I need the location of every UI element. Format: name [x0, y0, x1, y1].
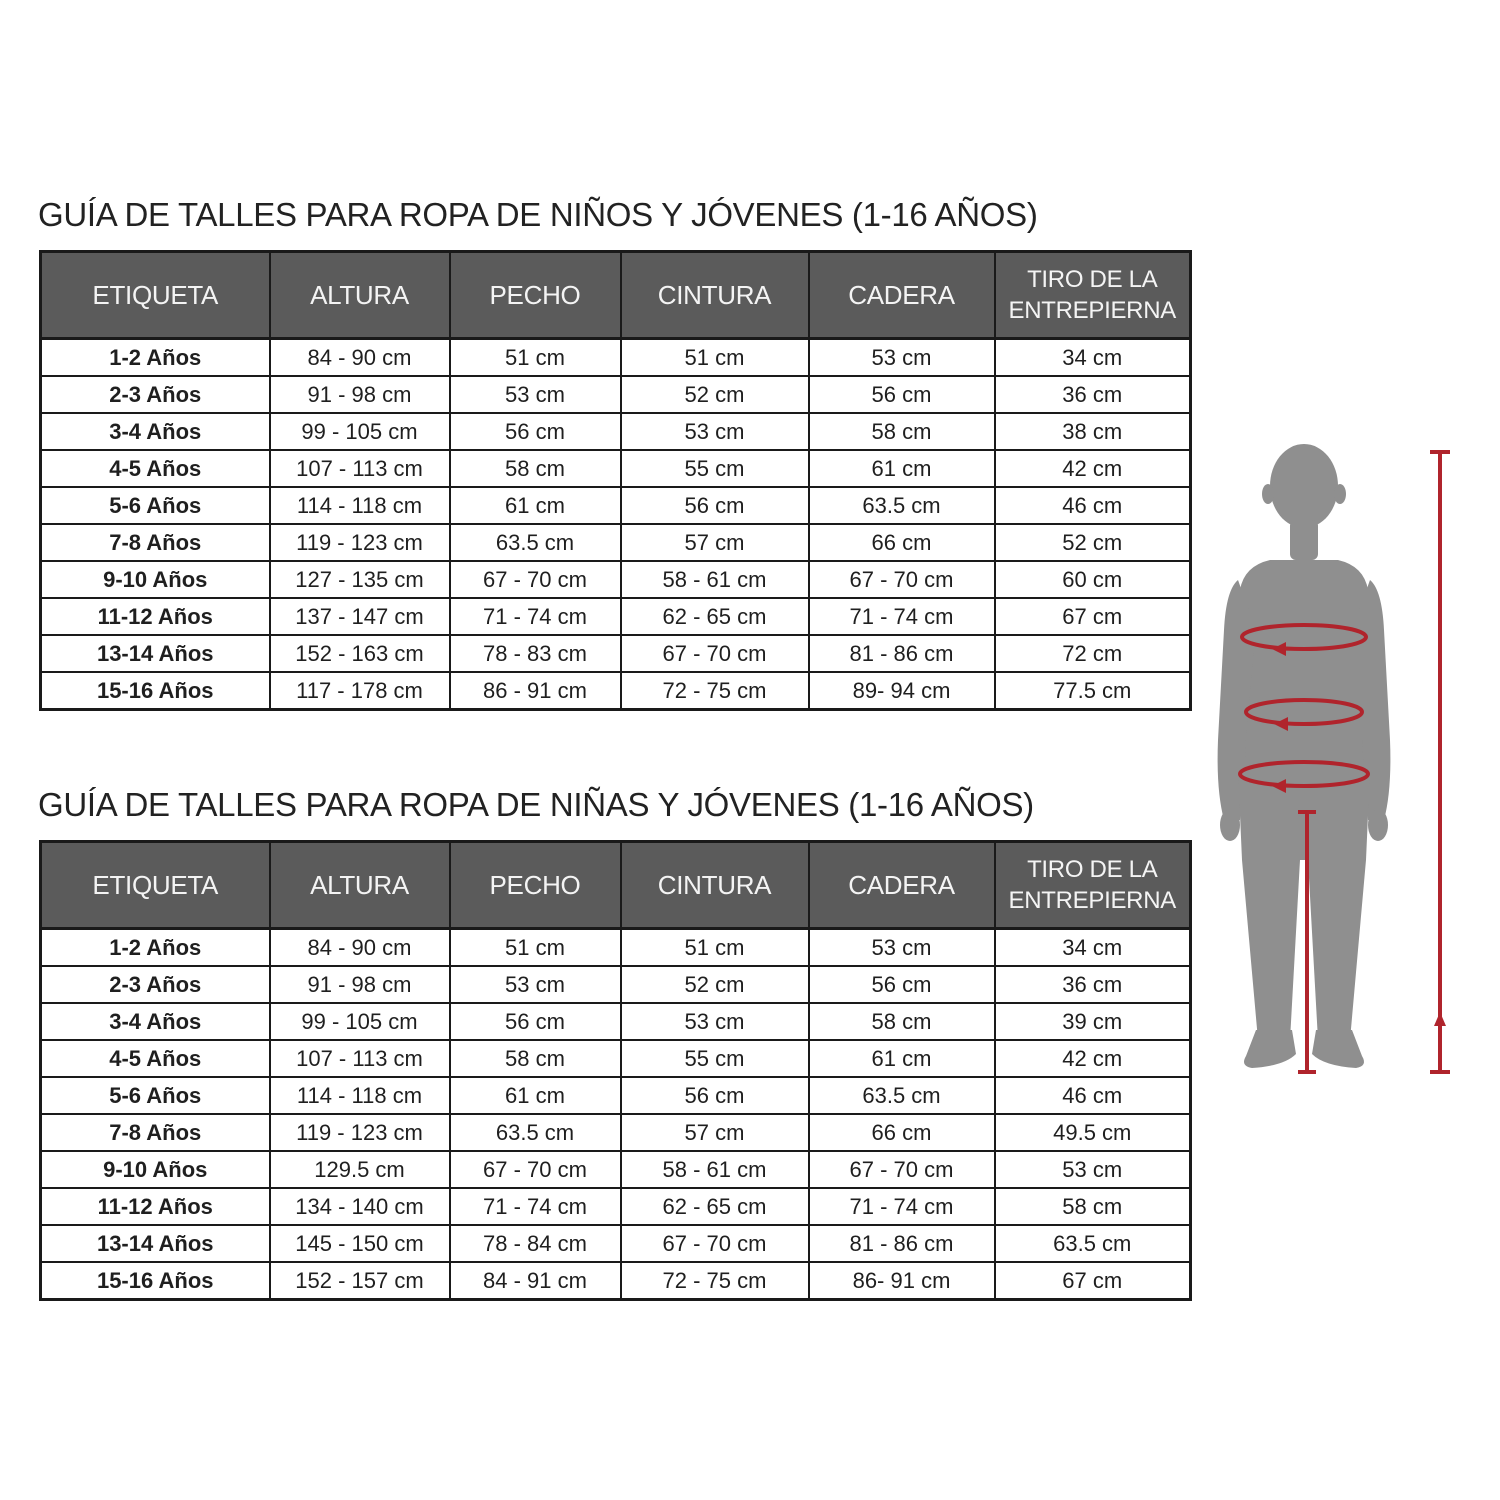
measurement-cell: 63.5 cm	[995, 1225, 1191, 1262]
column-header-pecho: PECHO	[450, 842, 621, 929]
measurement-cell: 58 - 61 cm	[621, 1151, 809, 1188]
table-row	[41, 376, 1191, 413]
column-header-cadera: CADERA	[809, 252, 995, 339]
size-label-cell: 11-12 Años	[41, 1188, 270, 1225]
measurement-cell: 78 - 83 cm	[450, 635, 621, 672]
table-row	[41, 672, 1191, 710]
measurement-cell: 89- 94 cm	[809, 672, 995, 710]
measurement-cell: 72 - 75 cm	[621, 1262, 809, 1300]
measurement-cell: 67 cm	[995, 1262, 1191, 1300]
column-header-cintura: CINTURA	[621, 842, 809, 929]
size-label-cell: 3-4 Años	[41, 1003, 270, 1040]
measurement-cell: 119 - 123 cm	[270, 524, 450, 561]
size-label-cell: 5-6 Años	[41, 1077, 270, 1114]
table-row	[41, 1077, 1191, 1114]
measurement-cell: 58 cm	[809, 1003, 995, 1040]
column-header-pecho: PECHO	[450, 252, 621, 339]
measurement-cell: 72 cm	[995, 635, 1191, 672]
measurement-cell: 58 cm	[450, 1040, 621, 1077]
size-label-cell: 15-16 Años	[41, 1262, 270, 1300]
measurement-cell: 55 cm	[621, 450, 809, 487]
table-row	[41, 1040, 1191, 1077]
column-header-cadera: CADERA	[809, 842, 995, 929]
measurement-cell: 36 cm	[995, 966, 1191, 1003]
measurement-cell: 99 - 105 cm	[270, 1003, 450, 1040]
measurement-cell: 51 cm	[621, 929, 809, 967]
table-row	[41, 524, 1191, 561]
silhouette	[1218, 444, 1391, 1068]
measurement-cell: 67 - 70 cm	[450, 561, 621, 598]
measurement-cell: 145 - 150 cm	[270, 1225, 450, 1262]
column-header-altura: ALTURA	[270, 252, 450, 339]
measurement-cell: 91 - 98 cm	[270, 966, 450, 1003]
column-header-tiro: TIRO DE LA ENTREPIERNA	[995, 842, 1191, 929]
measurement-cell: 52 cm	[621, 966, 809, 1003]
measurement-cell: 61 cm	[450, 1077, 621, 1114]
measurement-cell: 62 - 65 cm	[621, 598, 809, 635]
size-label-cell: 9-10 Años	[41, 561, 270, 598]
measurement-cell: 49.5 cm	[995, 1114, 1191, 1151]
measurement-cell: 56 cm	[621, 1077, 809, 1114]
measurement-cell: 99 - 105 cm	[270, 413, 450, 450]
table-header-row	[41, 252, 1191, 339]
size-label-cell: 7-8 Años	[41, 524, 270, 561]
boys-size-table	[39, 250, 1192, 711]
table-row	[41, 1003, 1191, 1040]
measurement-cell: 107 - 113 cm	[270, 1040, 450, 1077]
measurement-cell: 46 cm	[995, 487, 1191, 524]
measurement-cell: 67 cm	[995, 598, 1191, 635]
measurement-cell: 39 cm	[995, 1003, 1191, 1040]
measurement-cell: 52 cm	[995, 524, 1191, 561]
measurement-cell: 55 cm	[621, 1040, 809, 1077]
measurement-cell: 152 - 157 cm	[270, 1262, 450, 1300]
measurement-cell: 127 - 135 cm	[270, 561, 450, 598]
measurement-cell: 53 cm	[450, 376, 621, 413]
column-header-etiqueta: ETIQUETA	[41, 842, 270, 929]
measurement-cell: 91 - 98 cm	[270, 376, 450, 413]
size-label-cell: 13-14 Años	[41, 1225, 270, 1262]
measurement-cell: 53 cm	[809, 929, 995, 967]
measurement-cell: 67 - 70 cm	[450, 1151, 621, 1188]
measurement-cell: 56 cm	[809, 966, 995, 1003]
measurement-cell: 58 - 61 cm	[621, 561, 809, 598]
measurement-cell: 86- 91 cm	[809, 1262, 995, 1300]
column-header-etiqueta: ETIQUETA	[41, 252, 270, 339]
table-row	[41, 1225, 1191, 1262]
size-label-cell: 5-6 Años	[41, 487, 270, 524]
measurement-cell: 61 cm	[450, 487, 621, 524]
measurement-cell: 114 - 118 cm	[270, 487, 450, 524]
measurement-cell: 86 - 91 cm	[450, 672, 621, 710]
column-header-tiro: TIRO DE LA ENTREPIERNA	[995, 252, 1191, 339]
size-label-cell: 15-16 Años	[41, 672, 270, 710]
table-row	[41, 487, 1191, 524]
measurement-cell: 71 - 74 cm	[809, 1188, 995, 1225]
measurement-cell: 81 - 86 cm	[809, 1225, 995, 1262]
measurement-cell: 52 cm	[621, 376, 809, 413]
size-label-cell: 1-2 Años	[109, 344, 202, 370]
body-measurement-figure	[1200, 440, 1480, 1090]
measurement-cell: 57 cm	[621, 524, 809, 561]
measurement-cell: 107 - 113 cm	[270, 450, 450, 487]
table-header-row	[41, 842, 1191, 929]
measurement-cell: 67 - 70 cm	[809, 1151, 995, 1188]
size-label-cell: 11-12 Años	[41, 598, 270, 635]
measurement-cell: 67 - 70 cm	[621, 1225, 809, 1262]
measurement-cell: 53 cm	[995, 1151, 1191, 1188]
table-row	[41, 1114, 1191, 1151]
measurement-cell: 119 - 123 cm	[270, 1114, 450, 1151]
measurement-cell: 58 cm	[809, 413, 995, 450]
size-label-cell: 2-3 Años	[41, 376, 270, 413]
measurement-cell: 67 - 70 cm	[809, 561, 995, 598]
measurement-cell: 66 cm	[809, 524, 995, 561]
measurement-cell: 56 cm	[809, 376, 995, 413]
table-row	[41, 450, 1191, 487]
measurement-cell: 63.5 cm	[809, 487, 995, 524]
girls-size-guide-title: GUÍA DE TALLES PARA ROPA DE NIÑAS Y JÓVENES (1-16 AÑOS)	[38, 786, 1034, 823]
table-row	[41, 1188, 1191, 1225]
size-label-cell: 2-3 Años	[41, 966, 270, 1003]
measurement-cell: 63.5 cm	[450, 524, 621, 561]
measurement-cell: 51 cm	[450, 929, 621, 967]
table-row	[41, 929, 1191, 967]
measurement-cell: 36 cm	[995, 376, 1191, 413]
measurement-cell: 53 cm	[809, 339, 995, 377]
size-label-cell: 4-5 Años	[41, 1040, 270, 1077]
size-label-cell: 1-2 Años	[109, 934, 202, 960]
measurement-cell: 61 cm	[809, 1040, 995, 1077]
measurement-cell: 63.5 cm	[809, 1077, 995, 1114]
measurement-cell: 38 cm	[995, 413, 1191, 450]
table-row	[41, 966, 1191, 1003]
table-row	[41, 1151, 1191, 1188]
measurement-cell: 61 cm	[809, 450, 995, 487]
measurement-cell: 42 cm	[995, 1040, 1191, 1077]
measurement-cell: 51 cm	[621, 339, 809, 377]
measurement-cell: 60 cm	[995, 561, 1191, 598]
size-label-cell: 7-8 Años	[41, 1114, 270, 1151]
measurement-cell: 62 - 65 cm	[621, 1188, 809, 1225]
measurement-cell: 71 - 74 cm	[450, 1188, 621, 1225]
table-row	[41, 635, 1191, 672]
size-label-cell: 13-14 Años	[41, 635, 270, 672]
column-header-cintura: CINTURA	[621, 252, 809, 339]
measurement-cell: 58 cm	[450, 450, 621, 487]
table-row	[41, 561, 1191, 598]
measurement-cell: 137 - 147 cm	[270, 598, 450, 635]
measurement-cell: 34 cm	[995, 929, 1191, 967]
measurement-cell: 42 cm	[995, 450, 1191, 487]
measurement-cell: 129.5 cm	[270, 1151, 450, 1188]
measurement-cell: 81 - 86 cm	[809, 635, 995, 672]
measurement-cell: 58 cm	[995, 1188, 1191, 1225]
size-label-cell: 9-10 Años	[41, 1151, 270, 1188]
measurement-cell: 152 - 163 cm	[270, 635, 450, 672]
measurement-cell: 56 cm	[450, 413, 621, 450]
child-silhouette-icon	[1200, 440, 1480, 1090]
measurement-cell: 53 cm	[621, 413, 809, 450]
measurement-cell: 56 cm	[621, 487, 809, 524]
measurement-cell: 66 cm	[809, 1114, 995, 1151]
table-row	[41, 413, 1191, 450]
measurement-cell: 71 - 74 cm	[809, 598, 995, 635]
measurement-cell: 67 - 70 cm	[621, 635, 809, 672]
measurement-cell: 53 cm	[450, 966, 621, 1003]
measurement-cell: 134 - 140 cm	[270, 1188, 450, 1225]
measurement-cell: 72 - 75 cm	[621, 672, 809, 710]
measurement-cell: 117 - 178 cm	[270, 672, 450, 710]
girls-size-table	[39, 840, 1192, 1301]
measurement-cell: 56 cm	[450, 1003, 621, 1040]
measurement-cell: 57 cm	[621, 1114, 809, 1151]
size-label-cell: 4-5 Años	[41, 450, 270, 487]
measurement-cell: 63.5 cm	[450, 1114, 621, 1151]
measurement-cell: 84 - 90 cm	[270, 929, 450, 967]
table-row	[41, 598, 1191, 635]
measurement-cell: 46 cm	[995, 1077, 1191, 1114]
measurement-cell: 77.5 cm	[995, 672, 1191, 710]
measurement-cell: 84 - 90 cm	[270, 339, 450, 377]
measurement-cell: 51 cm	[450, 339, 621, 377]
measurement-cell: 53 cm	[621, 1003, 809, 1040]
size-label-cell: 3-4 Años	[41, 413, 270, 450]
boys-size-guide-title: GUÍA DE TALLES PARA ROPA DE NIÑOS Y JÓVENES (1-16 AÑOS)	[38, 196, 1038, 233]
measurement-cell: 114 - 118 cm	[270, 1077, 450, 1114]
measurement-cell: 78 - 84 cm	[450, 1225, 621, 1262]
measurement-cell: 84 - 91 cm	[450, 1262, 621, 1300]
measurement-cell: 34 cm	[995, 339, 1191, 377]
table-row	[41, 339, 1191, 377]
table-row	[41, 1262, 1191, 1300]
column-header-altura: ALTURA	[270, 842, 450, 929]
measurement-cell: 71 - 74 cm	[450, 598, 621, 635]
